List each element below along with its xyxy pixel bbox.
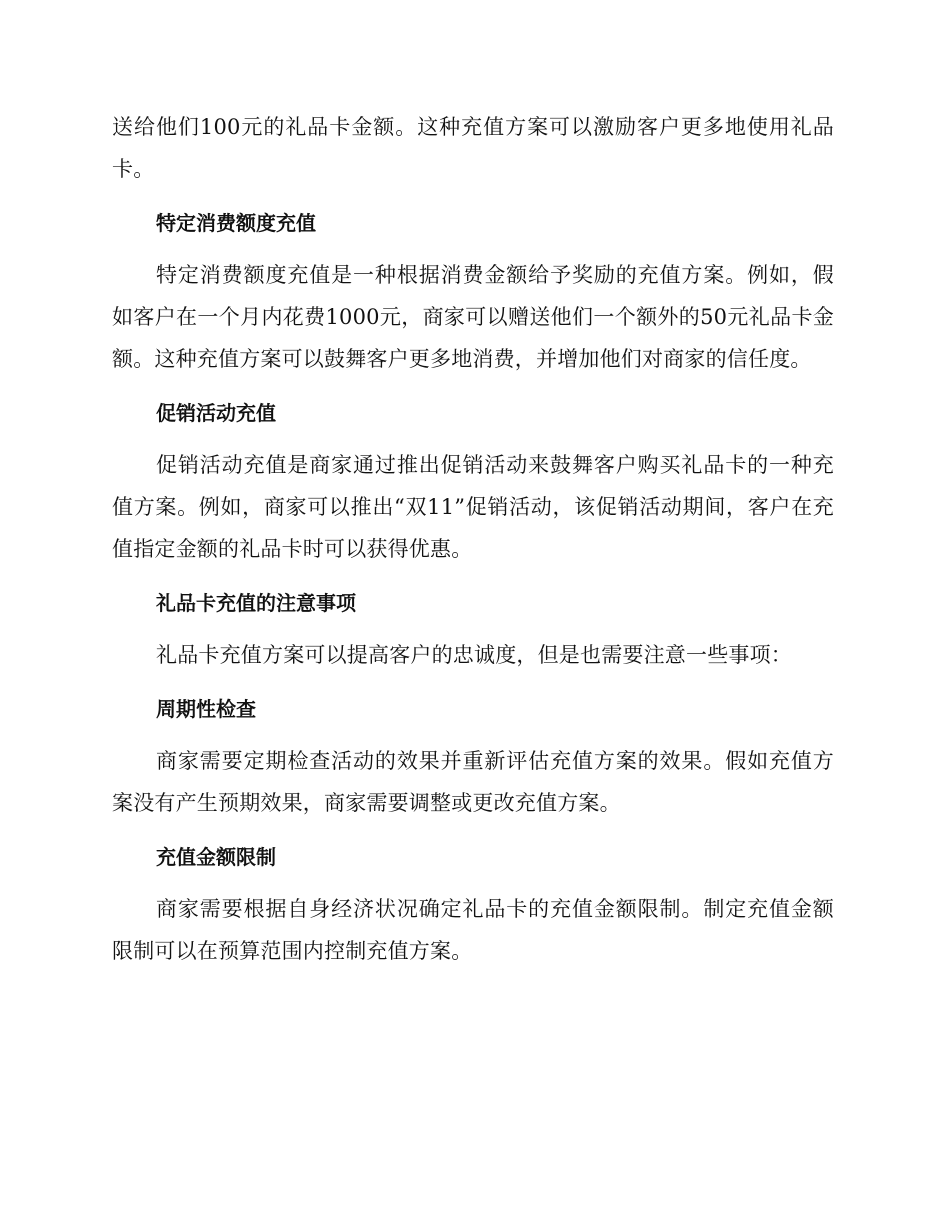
heading-specific-spending-recharge: 特定消费额度充值	[156, 211, 316, 235]
paragraph-specific-spending-recharge: 特定消费额度充值是一种根据消费金额给予奖励的充值方案。例如，假如客户在一个月内花费1000元，商家可以赠送他们一个额外的50元礼品卡金额。这种充值方案可以鼓舞客户更多地消费，并增加他们对商家的信任度。	[112, 263, 834, 371]
heading-periodic-check: 周期性检查	[156, 697, 256, 721]
heading-promotion-recharge: 促销活动充值	[156, 401, 276, 425]
document-page	[112, 106, 834, 972]
heading-amount-limit: 充值金额限制	[156, 845, 276, 869]
paragraph-continued: 送给他们100元的礼品卡金额。这种充值方案可以激励客户更多地使用礼品卡。	[112, 115, 834, 181]
paragraph-amount-limit: 商家需要根据自身经济状况确定礼品卡的充值金额限制。制定充值金额限制可以在预算范围内控制充值方案。	[112, 897, 834, 963]
paragraph-periodic-check: 商家需要定期检查活动的效果并重新评估充值方案的效果。假如充值方案没有产生预期效果，商家需要调整或更改充值方案。	[112, 749, 834, 815]
heading-recharge-notes: 礼品卡充值的注意事项	[156, 591, 356, 615]
paragraph-recharge-notes: 礼品卡充值方案可以提高客户的忠诚度，但是也需要注意一些事项：	[156, 643, 792, 667]
paragraph-promotion-recharge: 促销活动充值是商家通过推出促销活动来鼓舞客户购买礼品卡的一种充值方案。例如，商家可以推出“双11”促销活动，该促销活动期间，客户在充值指定金额的礼品卡时可以获得优惠。	[112, 453, 834, 561]
